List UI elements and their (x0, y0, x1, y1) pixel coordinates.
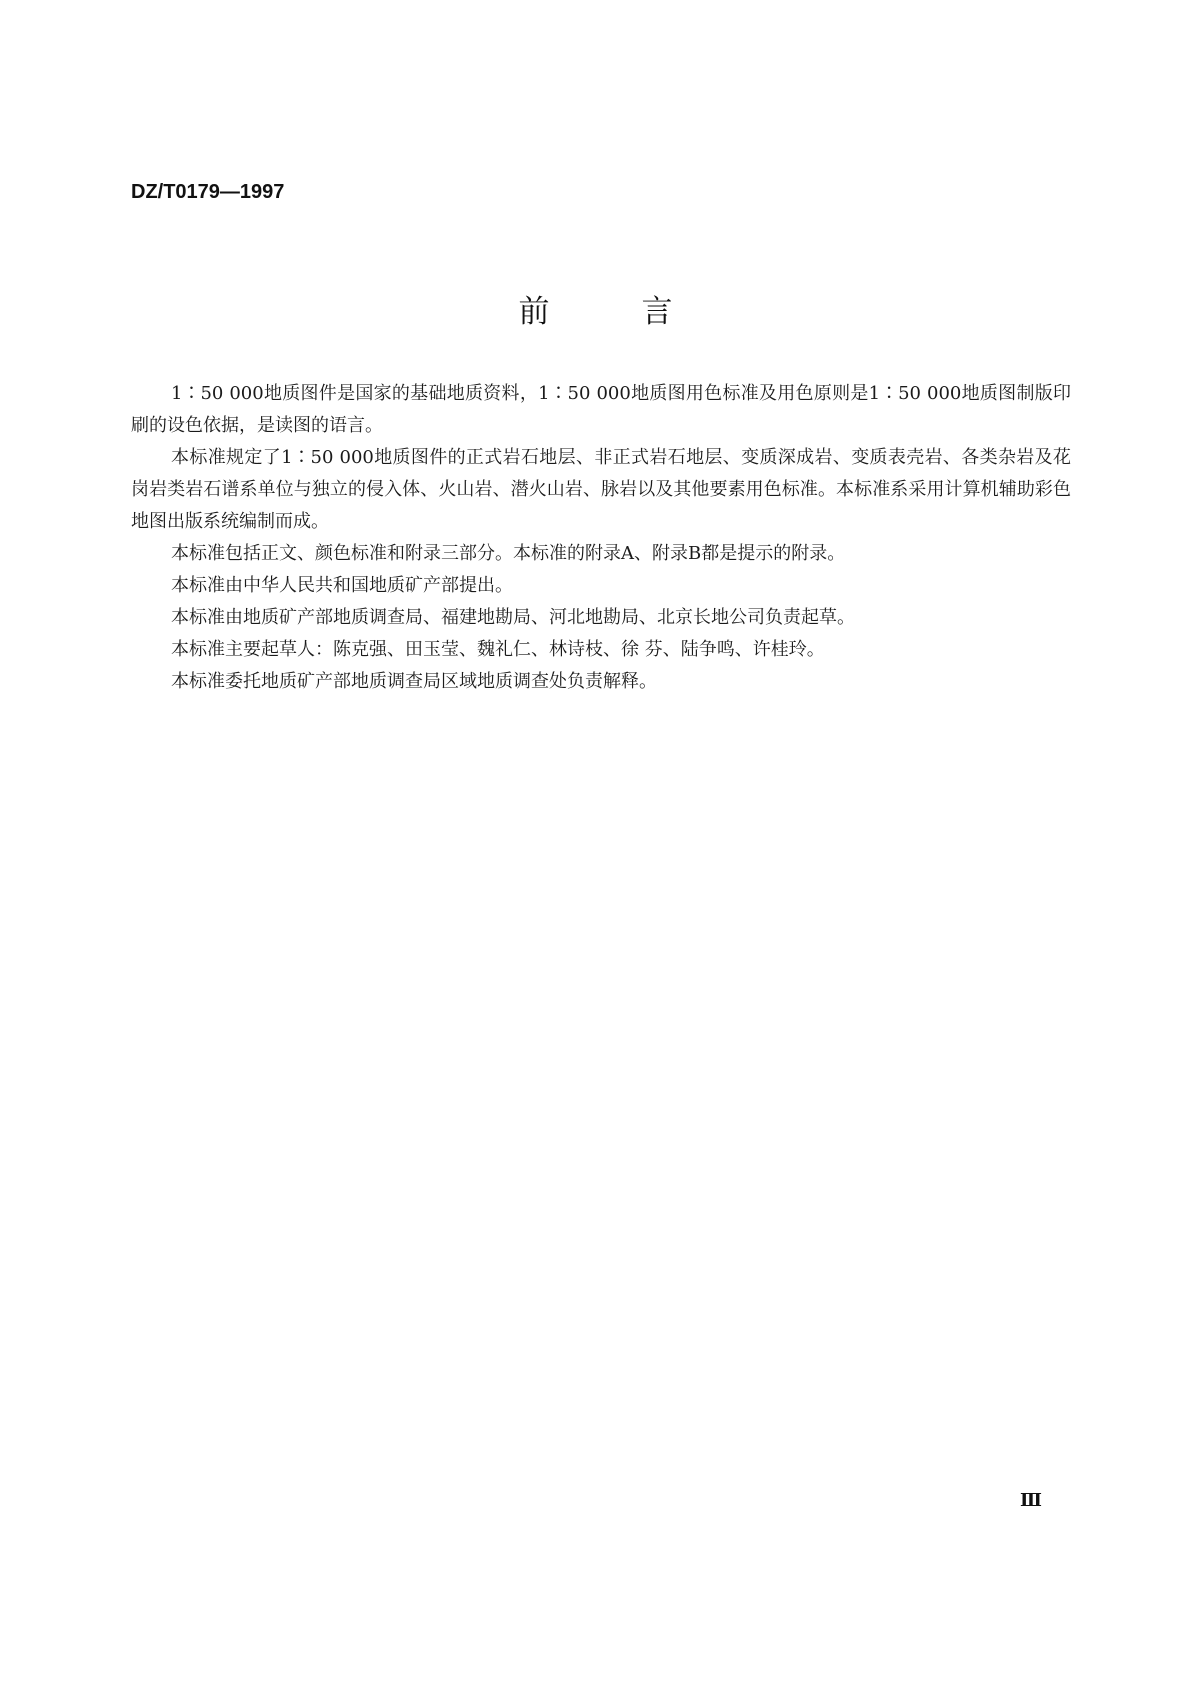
page-title: 前言 (518, 294, 765, 330)
paragraph: 本标准主要起草人：陈克强、田玉莹、魏礼仁、林诗枝、徐 芬、陆争鸣、许桂玲。 (171, 639, 825, 660)
page-number: Ⅲ (1020, 1490, 1042, 1511)
paragraph: 本标准规定了1∶50 000地质图件的正式岩石地层、非正式岩石地层、变质深成岩、变质表壳岩、各类杂岩及花岗岩类岩石谱系单位与独立的侵入体、火山岩、潜火山岩、脉岩以及其他要素用色标准。本标准系采用计算机辅助彩色地图出版系统编制而成。 (131, 447, 1071, 532)
paragraph: 本标准由地质矿产部地质调查局、福建地勘局、河北地勘局、北京长地公司负责起草。 (171, 607, 855, 628)
preface-body (131, 378, 1071, 698)
paragraph: 本标准委托地质矿产部地质调查局区域地质调查处负责解释。 (171, 671, 657, 692)
paragraph: 本标准包括正文、颜色标准和附录三部分。本标准的附录A、附录B都是提示的附录。 (171, 543, 846, 564)
standard-code: DZ/T0179—1997 (131, 181, 285, 203)
paragraph: 本标准由中华人民共和国地质矿产部提出。 (171, 575, 513, 596)
paragraph: 1∶50 000地质图件是国家的基础地质资料，1∶50 000地质图用色标准及用色原则是1∶50 000地质图制版印刷的设色依据，是读图的语言。 (131, 383, 1071, 436)
